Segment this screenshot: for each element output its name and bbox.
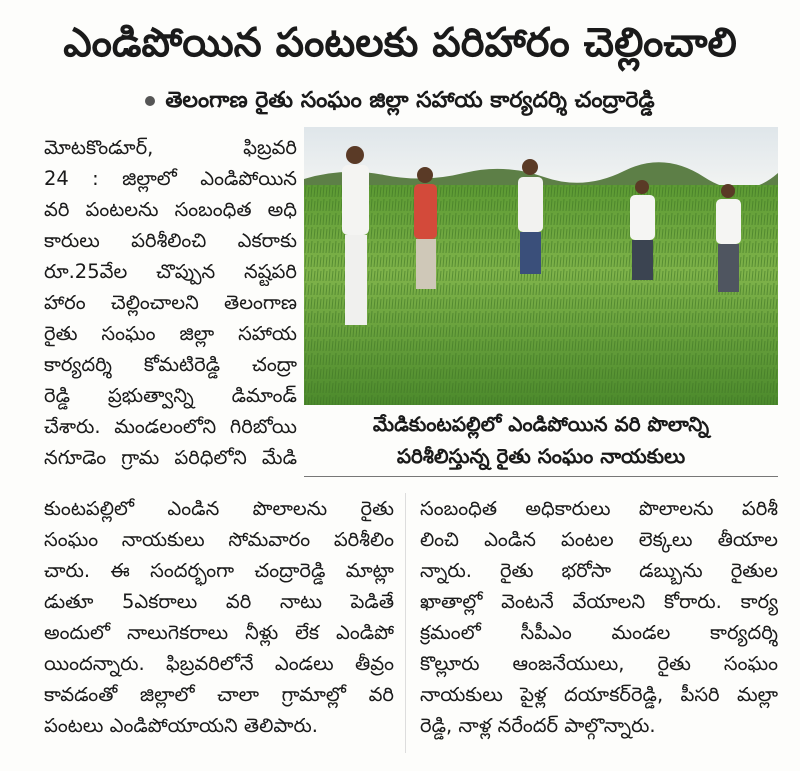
headline: ఎండిపోయిన పంటలకు పరిహారం చెల్లించాలి — [63, 20, 737, 66]
body-line: అందులో నాలుగెకరాలు నీళ్లు లేక ఎండిపో — [44, 621, 394, 644]
body-line: రూ.25వేల చొప్పున నష్టపరి — [44, 260, 297, 283]
farmer-figure — [342, 146, 369, 325]
previous-article-cutoff — [0, 0, 800, 8]
body-line: నాయకులు పైళ్ల దయాకర్‌రెడ్డి, పీసరి మల్లా — [420, 683, 778, 706]
body-line: మోటకొండూర్, ఫిబ్రవరి — [44, 136, 297, 159]
subheadline-text: తెలంగాణ రైతు సంఘం జిల్లా సహాయ కార్యదర్శి చంద్రారెడ్డి — [165, 88, 655, 113]
article-photo — [304, 127, 778, 405]
body-line: క్రమంలో సీపీఎం మండల కార్యదర్శి — [420, 621, 778, 644]
body-line: డుతూ 5ఎకరాలు వరి నాటు పెడితే — [44, 590, 394, 613]
caption-line-1: మేడికుంటపల్లిలో ఎండిపోయిన వరి పొలాన్ని — [372, 412, 710, 436]
caption-line-2: పరిశీలిస్తున్న రైతు సంఘం నాయకులు — [396, 444, 686, 468]
bullet-icon — [145, 96, 155, 106]
body-line: చేశారు. మండలంలోని గిరిబోయి — [44, 415, 297, 438]
body-line: రెడ్డి ప్రభుత్వాన్ని డిమాండ్ — [44, 384, 297, 407]
body-line: కారులు పరిశీలించి ఎకరాకు — [44, 229, 297, 252]
body-column-right — [420, 493, 778, 741]
body-column-left — [44, 493, 394, 741]
body-line: నగూడెం గ్రామ పరిధిలోని మేడి — [44, 446, 297, 469]
column-divider — [405, 493, 406, 753]
body-line: కొల్లూరు ఆంజనేయులు, రైతు సంఘం — [420, 652, 778, 675]
body-line: లించి ఎండిన పంటల లెక్కలు తీయాల — [420, 528, 778, 551]
body-line: న్నారు. రైతు భరోసా డబ్బును రైతుల — [420, 559, 778, 582]
body-line: వరి పంటలను సంబంధిత అధి — [44, 198, 297, 221]
body-line: యిందన్నారు. ఫిబ్రవరిలోనే ఎండలు తీవ్రం — [44, 652, 394, 675]
body-line: చారు. ఈ సందర్భంగా చంద్రారెడ్డి మాట్లా — [44, 559, 394, 582]
body-line: ఖాతాల్లో వెంటనే వేయాలని కోరారు. కార్య — [420, 590, 778, 613]
body-column-top — [44, 132, 297, 473]
body-line: సంబంధిత అధికారులు పొలాలను పరిశీ — [420, 497, 778, 520]
body-line: 24 : జిల్లాలో ఎండిపోయిన — [44, 167, 297, 190]
body-line: పంటలు ఎండిపోయాయని తెలిపారు. — [44, 714, 318, 737]
body-line: కార్యదర్శి కోమటిరెడ్డి చంద్రా — [44, 353, 297, 376]
body-line: హారం చెల్లించాలని తెలంగాణ — [44, 291, 297, 314]
body-line: రైతు సంఘం జిల్లా సహాయ — [44, 322, 297, 345]
body-line: కావడంతో జిల్లాలో చాలా గ్రామాల్లో వరి — [44, 683, 394, 706]
subheadline — [0, 88, 800, 118]
body-line: రెడ్డి, నాళ్ల నరేందర్ పాల్గొన్నారు. — [420, 714, 656, 737]
body-line: కుంటపల్లిలో ఎండిన పొలాలను రైతు — [44, 497, 394, 520]
photo-caption — [304, 408, 778, 472]
body-line: సంఘం నాయకులు సోమవారం పరిశీలిం — [44, 528, 394, 551]
caption-rule — [304, 476, 778, 477]
